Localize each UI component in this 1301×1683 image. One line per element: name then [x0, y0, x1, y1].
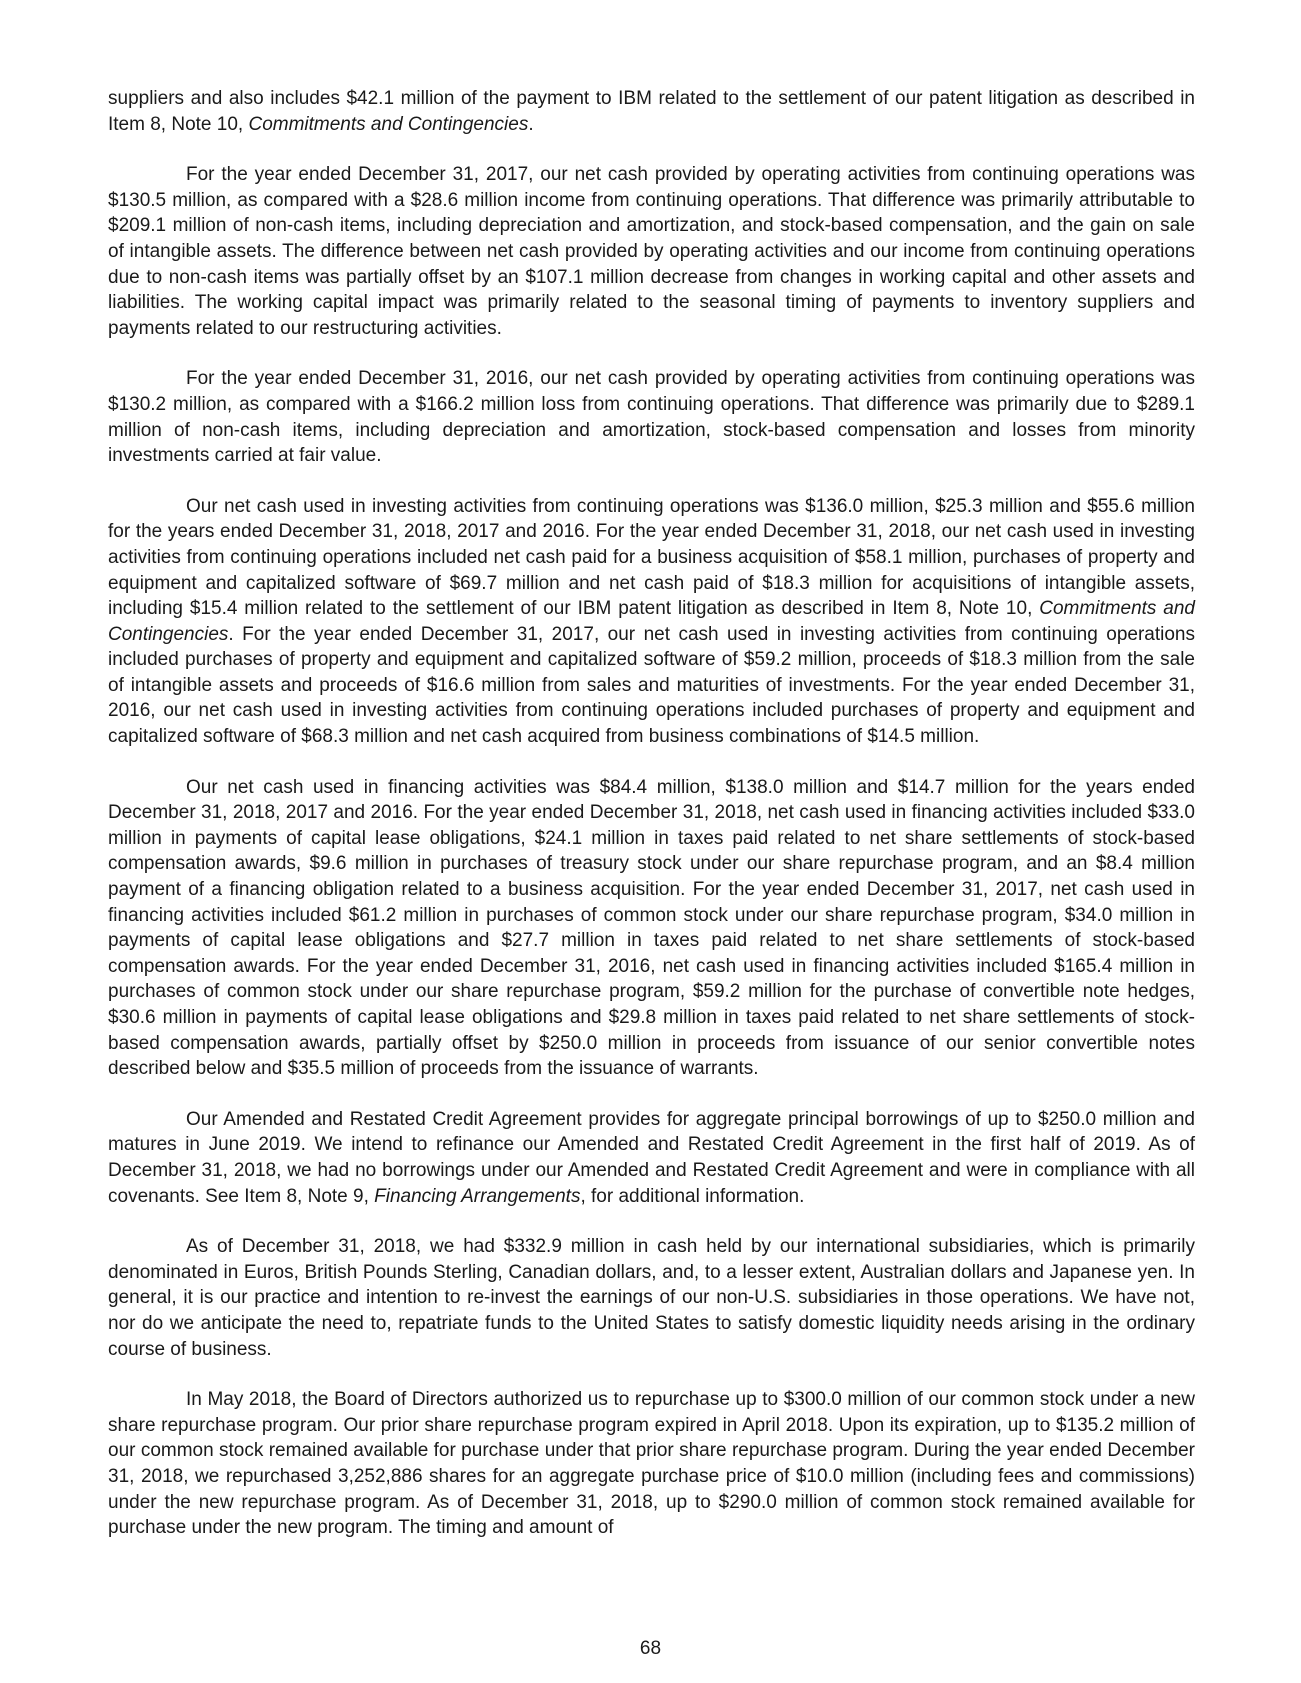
- paragraph-text: Our Amended and Restated Credit Agreement provides for aggregate principal borrowings of up to $250.0 million and matures in June 2019. We intend to refinance our Amended and Restated Credit Agreement in the first half of 2019. As of December 31, 2018, we had no borrowings under our Amended and Restated Credit Agreement and were in compliance with all covenants. See Item 8, Note 9,: [108, 1108, 1195, 1207]
- paragraph-2: [108, 162, 1195, 341]
- paragraph-6: [108, 1107, 1195, 1209]
- paragraph-text: Our net cash used in financing activities was $84.4 million, $138.0 million and $14.7 million for the years ended December 31, 2018, 2017 and 2016. For the year ended December 31, 2018, net cash used in financing activities included $33.0 million in payments of capital lease obligations, $24.1 million in taxes paid related to net share settlements of stock-based compensation awards, $9.6 million in purchases of treasury stock under our share repurchase program, and an $8.4 million payment of a financing obligation related to a business acquisition. For the year ended December 31, 2017, net cash used in financing activities included $61.2 million in purchases of common stock under our share repurchase program, $34.0 million in payments of capital lease obligations and $27.7 million in taxes paid related to net share settlements of stock-based compensation awards. For the year ended December 31, 2016, net cash used in financing activities included $165.4 million in purchases of common stock under our share repurchase program, $59.2 million for the purchase of convertible note hedges, $30.6 million in payments of capital lease obligations and $29.8 million in taxes paid related to net share settlements of stock-based compensation awards, partially offset by $250.0 million in proceeds from issuance of our senior convertible notes described below and $35.5 million of proceeds from the issuance of warrants.: [108, 776, 1195, 1080]
- paragraph-text: Our net cash used in investing activities from continuing operations was $136.0 million, $25.3 million and $55.6 million for the years ended December 31, 2018, 2017 and 2016. For the year ended December 31, 2018, our net cash used in investing activities from continuing operations included net cash paid for a business acquisition of $58.1 million, purchases of property and equipment and capitalized software of $69.7 million and net cash paid of $18.3 million for acquisitions of intangible assets, including $15.4 million related to the settlement of our IBM patent litigation as described in Item 8, Note 10,: [108, 495, 1195, 620]
- paragraph-4: [108, 494, 1195, 750]
- italic-reference: Commitments and Contingencies: [248, 113, 529, 135]
- paragraph-text: .: [528, 113, 534, 135]
- italic-reference: Commitments and Contingencies: [108, 598, 1195, 645]
- paragraph-5: [108, 775, 1195, 1082]
- italic-reference: Financing Arrangements: [374, 1185, 581, 1207]
- paragraph-3: [108, 366, 1195, 468]
- paragraph-8: [108, 1387, 1195, 1541]
- paragraph-text: In May 2018, the Board of Directors authorized us to repurchase up to $300.0 million of our common stock under a new share repurchase program. Our prior share repurchase program expired in April 2018. Upon its expiration, up to $135.2 million of our common stock remained available for purchase under that prior share repurchase program. During the year ended December 31, 2018, we repurchased 3,252,886 shares for an aggregate purchase price of $10.0 million (including fees and commissions) under the new repurchase program. As of December 31, 2018, up to $290.0 million of common stock remained available for purchase under the new program. The timing and amount of: [108, 1389, 1195, 1539]
- paragraph-text: For the year ended December 31, 2017, our net cash provided by operating activities from continuing operations was $130.5 million, as compared with a $28.6 million income from continuing operations. That difference was primarily attributable to $209.1 million of non-cash items, including depreciation and amortization, and stock-based compensation, and the gain on sale of intangible assets. The difference between net cash provided by operating activities and our income from continuing operations due to non-cash items was partially offset by an $107.1 million decrease from changes in working capital and other assets and liabilities. The working capital impact was primarily related to the seasonal timing of payments to inventory suppliers and payments related to our restructuring activities.: [108, 164, 1195, 339]
- paragraph-7: [108, 1234, 1195, 1362]
- paragraph-text: suppliers and also includes $42.1 million of the payment to IBM related to the settlement of our patent litigation as described in Item 8, Note 10,: [108, 88, 1195, 135]
- paragraph-text: For the year ended December 31, 2016, our net cash provided by operating activities from continuing operations was $130.2 million, as compared with a $166.2 million loss from continuing operations. That difference was primarily due to $289.1 million of non-cash items, including depreciation and amortization, stock-based compensation and losses from minority investments carried at fair value.: [108, 368, 1195, 467]
- document-body: [108, 86, 1195, 1566]
- paragraph-text: , for additional information.: [580, 1185, 805, 1207]
- paragraph-1: [108, 86, 1195, 137]
- paragraph-text: As of December 31, 2018, we had $332.9 million in cash held by our international subsidiaries, which is primarily denominated in Euros, British Pounds Sterling, Canadian dollars, and, to a lesser extent, Australian dollars and Japanese yen. In general, it is our practice and intention to re-invest the earnings of our non-U.S. subsidiaries in those operations. We have not, nor do we anticipate the need to, repatriate funds to the United States to satisfy domestic liquidity needs arising in the ordinary course of business.: [108, 1236, 1195, 1360]
- paragraph-text: . For the year ended December 31, 2017, our net cash used in investing activities from continuing operations included purchases of property and equipment and capitalized software of $59.2 million, proceeds of $18.3 million from the sale of intangible assets and proceeds of $16.6 million from sales and maturities of investments. For the year ended December 31, 2016, our net cash used in investing activities from continuing operations included purchases of property and equipment and capitalized software of $68.3 million and net cash acquired from business combinations of $14.5 million.: [108, 623, 1195, 748]
- page-number: 68: [639, 1638, 662, 1659]
